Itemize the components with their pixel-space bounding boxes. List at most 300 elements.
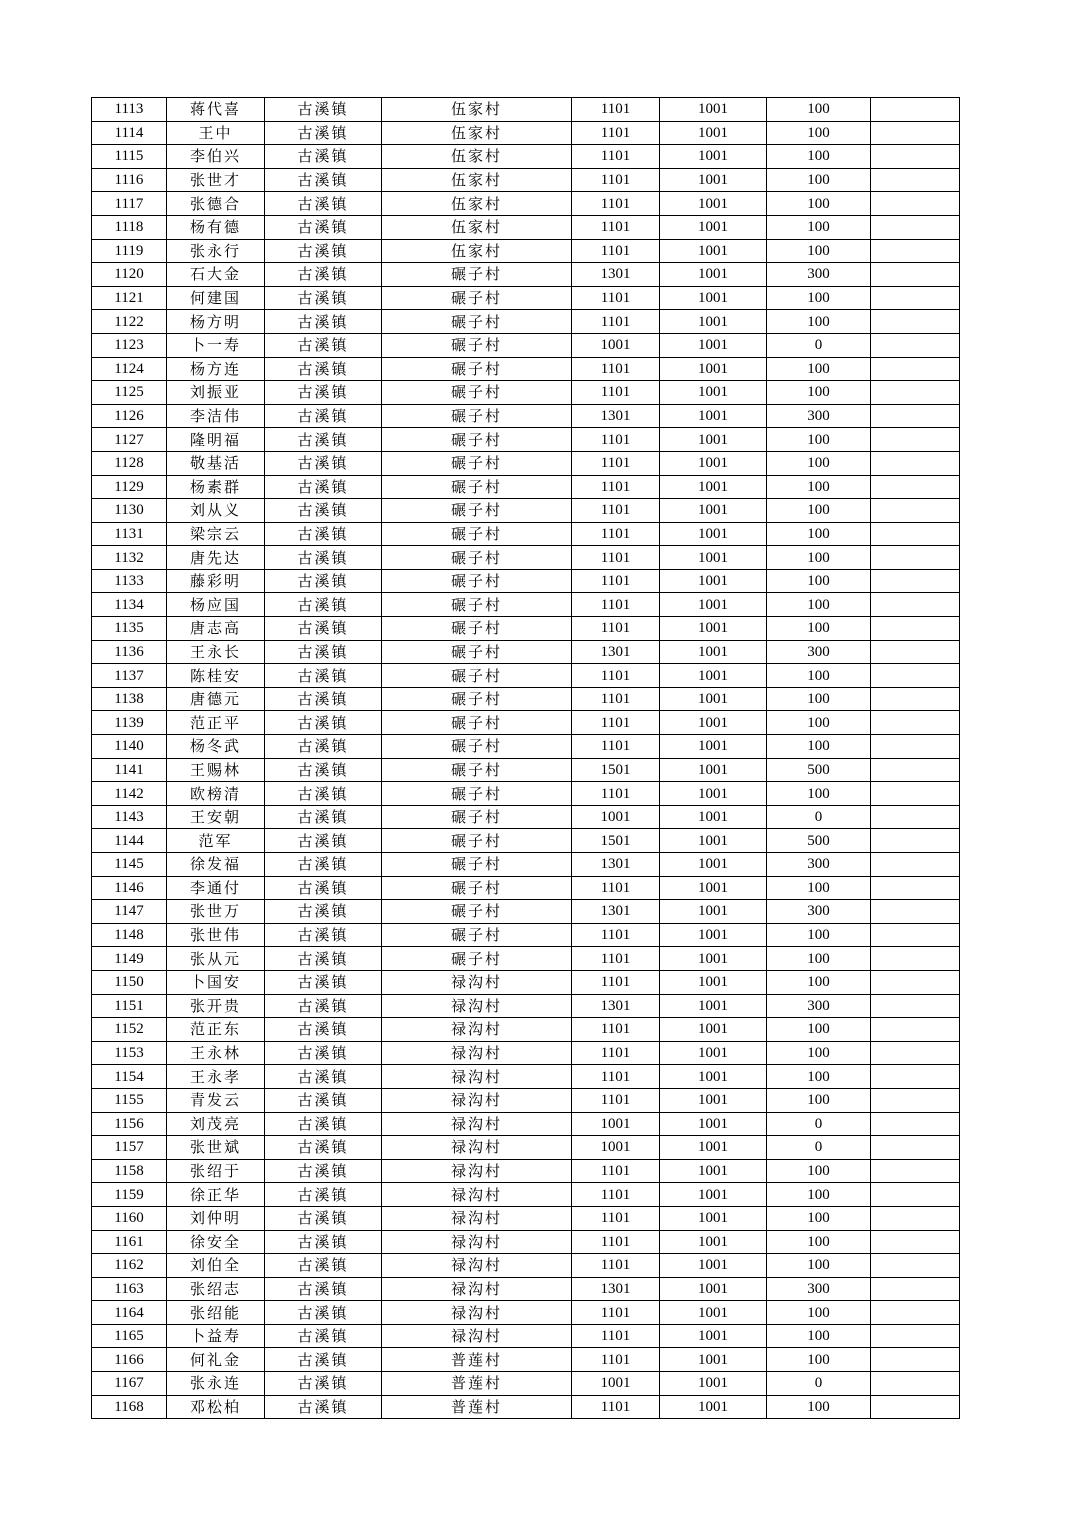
code-a-cell: 1001 <box>572 1136 660 1160</box>
code-a-cell: 1301 <box>572 994 660 1018</box>
code-a-cell: 1101 <box>572 1159 660 1183</box>
note-cell <box>871 1183 960 1207</box>
amount-cell: 100 <box>767 192 871 216</box>
town-cell: 古溪镇 <box>265 1348 382 1372</box>
code-b-cell: 1001 <box>660 1254 767 1278</box>
table-row <box>92 1301 960 1325</box>
code-b-cell: 1001 <box>660 357 767 381</box>
name-cell: 何建国 <box>167 286 265 310</box>
table-row <box>92 970 960 994</box>
code-b-cell: 1001 <box>660 735 767 759</box>
row-number-cell: 1149 <box>92 947 167 971</box>
village-cell: 禄沟村 <box>382 1041 572 1065</box>
name-cell: 张世万 <box>167 900 265 924</box>
row-number-cell: 1160 <box>92 1206 167 1230</box>
row-number-cell: 1133 <box>92 569 167 593</box>
village-cell: 碾子村 <box>382 947 572 971</box>
code-b-cell: 1001 <box>660 522 767 546</box>
note-cell <box>871 853 960 877</box>
table-row <box>92 1395 960 1419</box>
amount-cell: 0 <box>767 1372 871 1396</box>
village-cell: 普莲村 <box>382 1348 572 1372</box>
note-cell <box>871 1018 960 1042</box>
name-cell: 隆明福 <box>167 428 265 452</box>
village-cell: 伍家村 <box>382 121 572 145</box>
table-row <box>92 1206 960 1230</box>
amount-cell: 100 <box>767 286 871 310</box>
code-a-cell: 1101 <box>572 782 660 806</box>
name-cell: 卜一寿 <box>167 333 265 357</box>
table-row <box>92 381 960 405</box>
name-cell: 刘振亚 <box>167 381 265 405</box>
village-cell: 禄沟村 <box>382 1277 572 1301</box>
note-cell <box>871 1324 960 1348</box>
village-cell: 碾子村 <box>382 522 572 546</box>
code-a-cell: 1101 <box>572 168 660 192</box>
code-a-cell: 1301 <box>572 900 660 924</box>
note-cell <box>871 333 960 357</box>
town-cell: 古溪镇 <box>265 310 382 334</box>
amount-cell: 100 <box>767 1065 871 1089</box>
name-cell: 张绍能 <box>167 1301 265 1325</box>
code-b-cell: 1001 <box>660 546 767 570</box>
note-cell <box>871 687 960 711</box>
code-b-cell: 1001 <box>660 1301 767 1325</box>
code-a-cell: 1101 <box>572 1301 660 1325</box>
table-row <box>92 758 960 782</box>
code-b-cell: 1001 <box>660 1372 767 1396</box>
code-a-cell: 1301 <box>572 853 660 877</box>
town-cell: 古溪镇 <box>265 404 382 428</box>
code-b-cell: 1001 <box>660 1018 767 1042</box>
town-cell: 古溪镇 <box>265 428 382 452</box>
note-cell <box>871 1136 960 1160</box>
table-row <box>92 1112 960 1136</box>
town-cell: 古溪镇 <box>265 263 382 287</box>
code-a-cell: 1101 <box>572 522 660 546</box>
table-row <box>92 687 960 711</box>
village-cell: 禄沟村 <box>382 1183 572 1207</box>
note-cell <box>871 1041 960 1065</box>
amount-cell: 300 <box>767 640 871 664</box>
code-b-cell: 1001 <box>660 239 767 263</box>
code-b-cell: 1001 <box>660 876 767 900</box>
name-cell: 唐先达 <box>167 546 265 570</box>
village-cell: 碾子村 <box>382 923 572 947</box>
note-cell <box>871 451 960 475</box>
row-number-cell: 1154 <box>92 1065 167 1089</box>
amount-cell: 100 <box>767 593 871 617</box>
table-row <box>92 499 960 523</box>
note-cell <box>871 145 960 169</box>
code-a-cell: 1101 <box>572 1395 660 1419</box>
amount-cell: 100 <box>767 428 871 452</box>
town-cell: 古溪镇 <box>265 1324 382 1348</box>
row-number-cell: 1145 <box>92 853 167 877</box>
code-a-cell: 1101 <box>572 711 660 735</box>
note-cell <box>871 1206 960 1230</box>
town-cell: 古溪镇 <box>265 1372 382 1396</box>
village-cell: 碾子村 <box>382 711 572 735</box>
row-number-cell: 1136 <box>92 640 167 664</box>
village-cell: 禄沟村 <box>382 1018 572 1042</box>
table-row <box>92 121 960 145</box>
table-row <box>92 475 960 499</box>
note-cell <box>871 1254 960 1278</box>
code-a-cell: 1101 <box>572 1230 660 1254</box>
village-cell: 禄沟村 <box>382 1206 572 1230</box>
village-cell: 碾子村 <box>382 664 572 688</box>
name-cell: 王赐林 <box>167 758 265 782</box>
town-cell: 古溪镇 <box>265 1254 382 1278</box>
code-a-cell: 1101 <box>572 1324 660 1348</box>
row-number-cell: 1156 <box>92 1112 167 1136</box>
row-number-cell: 1113 <box>92 98 167 122</box>
code-b-cell: 1001 <box>660 947 767 971</box>
amount-cell: 0 <box>767 1112 871 1136</box>
table-row <box>92 145 960 169</box>
amount-cell: 100 <box>767 735 871 759</box>
name-cell: 青发云 <box>167 1088 265 1112</box>
amount-cell: 300 <box>767 1277 871 1301</box>
code-b-cell: 1001 <box>660 593 767 617</box>
town-cell: 古溪镇 <box>265 947 382 971</box>
code-b-cell: 1001 <box>660 1112 767 1136</box>
amount-cell: 100 <box>767 145 871 169</box>
row-number-cell: 1123 <box>92 333 167 357</box>
row-number-cell: 1148 <box>92 923 167 947</box>
note-cell <box>871 1348 960 1372</box>
name-cell: 张绍志 <box>167 1277 265 1301</box>
village-cell: 伍家村 <box>382 239 572 263</box>
village-cell: 碾子村 <box>382 876 572 900</box>
row-number-cell: 1132 <box>92 546 167 570</box>
town-cell: 古溪镇 <box>265 1395 382 1419</box>
note-cell <box>871 994 960 1018</box>
note-cell <box>871 286 960 310</box>
town-cell: 古溪镇 <box>265 1230 382 1254</box>
code-a-cell: 1101 <box>572 310 660 334</box>
amount-cell: 100 <box>767 522 871 546</box>
code-b-cell: 1001 <box>660 145 767 169</box>
code-b-cell: 1001 <box>660 451 767 475</box>
code-a-cell: 1101 <box>572 947 660 971</box>
note-cell <box>871 758 960 782</box>
village-cell: 碾子村 <box>382 310 572 334</box>
town-cell: 古溪镇 <box>265 215 382 239</box>
amount-cell: 100 <box>767 1301 871 1325</box>
amount-cell: 0 <box>767 1136 871 1160</box>
name-cell: 李洁伟 <box>167 404 265 428</box>
table-row <box>92 1324 960 1348</box>
table-row <box>92 829 960 853</box>
village-cell: 碾子村 <box>382 333 572 357</box>
code-b-cell: 1001 <box>660 994 767 1018</box>
name-cell: 卜益寿 <box>167 1324 265 1348</box>
name-cell: 徐正华 <box>167 1183 265 1207</box>
code-a-cell: 1101 <box>572 593 660 617</box>
note-cell <box>871 711 960 735</box>
village-cell: 禄沟村 <box>382 1065 572 1089</box>
code-b-cell: 1001 <box>660 475 767 499</box>
village-cell: 碾子村 <box>382 593 572 617</box>
row-number-cell: 1129 <box>92 475 167 499</box>
row-number-cell: 1157 <box>92 1136 167 1160</box>
village-cell: 普莲村 <box>382 1372 572 1396</box>
code-a-cell: 1101 <box>572 239 660 263</box>
town-cell: 古溪镇 <box>265 546 382 570</box>
name-cell: 王中 <box>167 121 265 145</box>
row-number-cell: 1142 <box>92 782 167 806</box>
row-number-cell: 1125 <box>92 381 167 405</box>
town-cell: 古溪镇 <box>265 1041 382 1065</box>
name-cell: 范军 <box>167 829 265 853</box>
table-row <box>92 900 960 924</box>
name-cell: 杨有德 <box>167 215 265 239</box>
amount-cell: 100 <box>767 499 871 523</box>
row-number-cell: 1158 <box>92 1159 167 1183</box>
code-b-cell: 1001 <box>660 970 767 994</box>
code-b-cell: 1001 <box>660 1277 767 1301</box>
note-cell <box>871 947 960 971</box>
code-a-cell: 1101 <box>572 192 660 216</box>
town-cell: 古溪镇 <box>265 192 382 216</box>
town-cell: 古溪镇 <box>265 923 382 947</box>
table-row <box>92 1065 960 1089</box>
code-a-cell: 1101 <box>572 451 660 475</box>
town-cell: 古溪镇 <box>265 687 382 711</box>
code-a-cell: 1001 <box>572 805 660 829</box>
code-a-cell: 1101 <box>572 687 660 711</box>
name-cell: 刘从义 <box>167 499 265 523</box>
table-row <box>92 522 960 546</box>
village-cell: 碾子村 <box>382 381 572 405</box>
amount-cell: 500 <box>767 758 871 782</box>
row-number-cell: 1126 <box>92 404 167 428</box>
town-cell: 古溪镇 <box>265 286 382 310</box>
village-cell: 禄沟村 <box>382 1230 572 1254</box>
town-cell: 古溪镇 <box>265 1206 382 1230</box>
town-cell: 古溪镇 <box>265 1112 382 1136</box>
code-b-cell: 1001 <box>660 640 767 664</box>
amount-cell: 100 <box>767 1324 871 1348</box>
amount-cell: 100 <box>767 711 871 735</box>
amount-cell: 100 <box>767 569 871 593</box>
name-cell: 张世斌 <box>167 1136 265 1160</box>
note-cell <box>871 522 960 546</box>
name-cell: 刘伯全 <box>167 1254 265 1278</box>
code-b-cell: 1001 <box>660 1088 767 1112</box>
name-cell: 杨方明 <box>167 310 265 334</box>
name-cell: 张世才 <box>167 168 265 192</box>
amount-cell: 300 <box>767 853 871 877</box>
code-b-cell: 1001 <box>660 758 767 782</box>
code-a-cell: 1101 <box>572 499 660 523</box>
table-row <box>92 593 960 617</box>
village-cell: 碾子村 <box>382 451 572 475</box>
note-cell <box>871 782 960 806</box>
note-cell <box>871 239 960 263</box>
code-a-cell: 1101 <box>572 1206 660 1230</box>
town-cell: 古溪镇 <box>265 735 382 759</box>
table-row <box>92 404 960 428</box>
name-cell: 徐安全 <box>167 1230 265 1254</box>
village-cell: 碾子村 <box>382 499 572 523</box>
table-row <box>92 1230 960 1254</box>
code-a-cell: 1101 <box>572 428 660 452</box>
village-cell: 碾子村 <box>382 617 572 641</box>
code-a-cell: 1101 <box>572 617 660 641</box>
table-row <box>92 1348 960 1372</box>
amount-cell: 100 <box>767 239 871 263</box>
village-cell: 碾子村 <box>382 900 572 924</box>
amount-cell: 100 <box>767 1041 871 1065</box>
code-a-cell: 1101 <box>572 121 660 145</box>
code-b-cell: 1001 <box>660 805 767 829</box>
table-row <box>92 1088 960 1112</box>
note-cell <box>871 829 960 853</box>
village-cell: 碾子村 <box>382 263 572 287</box>
table-row <box>92 1159 960 1183</box>
code-b-cell: 1001 <box>660 1041 767 1065</box>
code-b-cell: 1001 <box>660 782 767 806</box>
table-row <box>92 1254 960 1278</box>
name-cell: 杨冬武 <box>167 735 265 759</box>
table-row <box>92 923 960 947</box>
code-b-cell: 1001 <box>660 1136 767 1160</box>
amount-cell: 100 <box>767 1230 871 1254</box>
amount-cell: 100 <box>767 782 871 806</box>
table-row <box>92 168 960 192</box>
note-cell <box>871 923 960 947</box>
code-b-cell: 1001 <box>660 687 767 711</box>
town-cell: 古溪镇 <box>265 829 382 853</box>
row-number-cell: 1147 <box>92 900 167 924</box>
table-row <box>92 1372 960 1396</box>
code-a-cell: 1501 <box>572 829 660 853</box>
row-number-cell: 1127 <box>92 428 167 452</box>
village-cell: 碾子村 <box>382 829 572 853</box>
town-cell: 古溪镇 <box>265 640 382 664</box>
village-cell: 碾子村 <box>382 758 572 782</box>
row-number-cell: 1122 <box>92 310 167 334</box>
note-cell <box>871 310 960 334</box>
note-cell <box>871 381 960 405</box>
table-row <box>92 664 960 688</box>
table-row <box>92 876 960 900</box>
town-cell: 古溪镇 <box>265 970 382 994</box>
code-b-cell: 1001 <box>660 499 767 523</box>
amount-cell: 300 <box>767 263 871 287</box>
name-cell: 张从元 <box>167 947 265 971</box>
table-row <box>92 853 960 877</box>
row-number-cell: 1131 <box>92 522 167 546</box>
row-number-cell: 1159 <box>92 1183 167 1207</box>
town-cell: 古溪镇 <box>265 522 382 546</box>
code-a-cell: 1101 <box>572 546 660 570</box>
row-number-cell: 1130 <box>92 499 167 523</box>
amount-cell: 100 <box>767 1348 871 1372</box>
document-page <box>91 97 959 1419</box>
table-row <box>92 640 960 664</box>
code-a-cell: 1501 <box>572 758 660 782</box>
amount-cell: 100 <box>767 168 871 192</box>
town-cell: 古溪镇 <box>265 475 382 499</box>
note-cell <box>871 1159 960 1183</box>
town-cell: 古溪镇 <box>265 569 382 593</box>
note-cell <box>871 1088 960 1112</box>
amount-cell: 100 <box>767 121 871 145</box>
name-cell: 何礼金 <box>167 1348 265 1372</box>
table-row <box>92 192 960 216</box>
row-number-cell: 1146 <box>92 876 167 900</box>
amount-cell: 100 <box>767 475 871 499</box>
amount-cell: 100 <box>767 381 871 405</box>
village-cell: 碾子村 <box>382 357 572 381</box>
name-cell: 范正东 <box>167 1018 265 1042</box>
name-cell: 范正平 <box>167 711 265 735</box>
note-cell <box>871 970 960 994</box>
amount-cell: 100 <box>767 617 871 641</box>
code-a-cell: 1001 <box>572 333 660 357</box>
village-cell: 碾子村 <box>382 640 572 664</box>
code-b-cell: 1001 <box>660 121 767 145</box>
row-number-cell: 1116 <box>92 168 167 192</box>
code-b-cell: 1001 <box>660 381 767 405</box>
table-row <box>92 286 960 310</box>
row-number-cell: 1155 <box>92 1088 167 1112</box>
name-cell: 张绍于 <box>167 1159 265 1183</box>
row-number-cell: 1150 <box>92 970 167 994</box>
code-a-cell: 1101 <box>572 1348 660 1372</box>
row-number-cell: 1168 <box>92 1395 167 1419</box>
town-cell: 古溪镇 <box>265 994 382 1018</box>
row-number-cell: 1164 <box>92 1301 167 1325</box>
table-row <box>92 263 960 287</box>
row-number-cell: 1117 <box>92 192 167 216</box>
name-cell: 邓松柏 <box>167 1395 265 1419</box>
name-cell: 梁宗云 <box>167 522 265 546</box>
note-cell <box>871 357 960 381</box>
note-cell <box>871 664 960 688</box>
name-cell: 张世伟 <box>167 923 265 947</box>
town-cell: 古溪镇 <box>265 711 382 735</box>
table-row <box>92 1183 960 1207</box>
code-a-cell: 1101 <box>572 1254 660 1278</box>
note-cell <box>871 640 960 664</box>
row-number-cell: 1135 <box>92 617 167 641</box>
code-a-cell: 1101 <box>572 98 660 122</box>
amount-cell: 100 <box>767 215 871 239</box>
village-cell: 碾子村 <box>382 805 572 829</box>
code-b-cell: 1001 <box>660 711 767 735</box>
name-cell: 藤彩明 <box>167 569 265 593</box>
amount-cell: 100 <box>767 664 871 688</box>
code-a-cell: 1001 <box>572 1372 660 1396</box>
note-cell <box>871 900 960 924</box>
code-a-cell: 1001 <box>572 1112 660 1136</box>
table-row <box>92 428 960 452</box>
code-b-cell: 1001 <box>660 1348 767 1372</box>
name-cell: 张永连 <box>167 1372 265 1396</box>
town-cell: 古溪镇 <box>265 333 382 357</box>
note-cell <box>871 1277 960 1301</box>
village-cell: 碾子村 <box>382 428 572 452</box>
code-b-cell: 1001 <box>660 192 767 216</box>
note-cell <box>871 1065 960 1089</box>
row-number-cell: 1152 <box>92 1018 167 1042</box>
code-a-cell: 1101 <box>572 970 660 994</box>
